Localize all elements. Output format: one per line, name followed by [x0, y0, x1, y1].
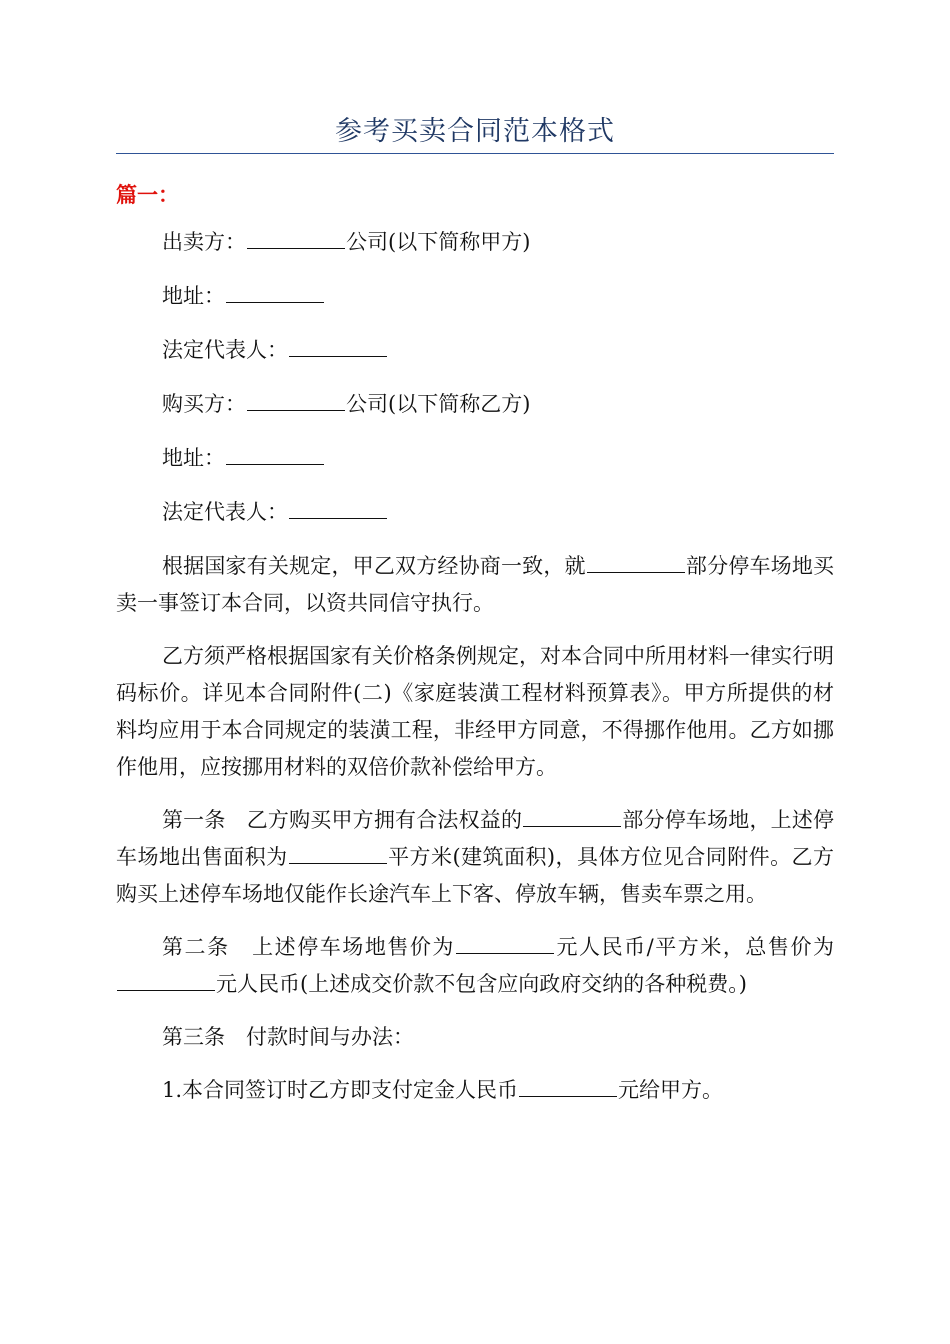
document-body — [116, 224, 834, 1125]
paragraph-text: 部分停车场地买卖一事签订本合同，以资共同信守执行。 — [116, 554, 834, 615]
blank-line — [587, 571, 685, 573]
paragraph-article-3-item-1 — [116, 1072, 834, 1109]
blank-line — [519, 1095, 617, 1097]
paragraph-text: 第二条 上述停车场地售价为 — [162, 935, 455, 959]
blank-line — [226, 301, 324, 303]
paragraph-text: 1.本合同签订时乙方即支付定金人民币 — [162, 1078, 519, 1102]
paragraph-text: 第三条 付款时间与办法： — [162, 1025, 414, 1049]
blank-line — [289, 862, 387, 864]
blank-line — [247, 247, 345, 249]
paragraph-materials-clause — [116, 638, 834, 786]
blank-line — [117, 989, 215, 991]
paragraph-seller-legal-rep — [116, 332, 834, 369]
blank-line — [456, 952, 554, 954]
paragraph-article-1 — [116, 802, 834, 913]
paragraph-text: 法定代表人： — [162, 338, 288, 362]
paragraph-text: 乙方须严格根据国家有关价格条例规定，对本合同中所用材料一律实行明码标价。详见本合同附件(二)《家庭装潢工程材料预算表》。甲方所提供的材料均应用于本合同规定的装潢工程，非经甲方同意，不得挪作他用。乙方如挪作他用，应按挪用材料的双倍价款补偿给甲方。 — [116, 644, 834, 779]
paragraph-text: 元人民币/平方米，总售价为 — [554, 935, 835, 959]
paragraph-text: 根据国家有关规定，甲乙双方经协商一致，就 — [162, 554, 586, 578]
paragraph-article-2 — [116, 929, 834, 1003]
paragraph-article-3 — [116, 1019, 834, 1056]
paragraph-text: 法定代表人： — [162, 500, 288, 524]
paragraph-buyer — [116, 386, 834, 423]
blank-line — [289, 355, 387, 357]
blank-line — [226, 463, 324, 465]
blank-line — [247, 409, 345, 411]
paragraph-text: 公司(以下简称甲方) — [346, 230, 531, 254]
paragraph-text: 购买方： — [162, 392, 246, 416]
blank-line — [523, 825, 621, 827]
paragraph-text: 部分停车场地，上述停车场地出售面积为 — [116, 808, 835, 869]
paragraph-text: 公司(以下简称乙方) — [346, 392, 531, 416]
paragraph-seller-address — [116, 278, 834, 315]
section-heading: 篇一： — [116, 183, 179, 207]
paragraph-seller — [116, 224, 834, 261]
paragraph-text: 第一条 乙方购买甲方拥有合法权益的 — [162, 808, 523, 832]
paragraph-text: 出卖方： — [162, 230, 246, 254]
paragraph-text: 元给甲方。 — [618, 1078, 724, 1102]
paragraph-text: 地址： — [162, 284, 225, 308]
paragraph-preamble — [116, 548, 834, 622]
paragraph-buyer-address — [116, 440, 834, 477]
blank-line — [289, 517, 387, 519]
paragraph-text: 地址： — [162, 446, 225, 470]
paragraph-text: 平方米(建筑面积)，具体方位见合同附件。乙方购买上述停车场地仅能作长途汽车上下客、停放车辆，售卖车票之用。 — [116, 845, 835, 906]
page-title: 参考买卖合同范本格式 — [335, 116, 615, 147]
paragraph-buyer-legal-rep — [116, 494, 834, 531]
paragraph-text: 元人民币(上述成交价款不包含应向政府交纳的各种税费。) — [216, 972, 747, 996]
title-divider — [116, 153, 834, 154]
